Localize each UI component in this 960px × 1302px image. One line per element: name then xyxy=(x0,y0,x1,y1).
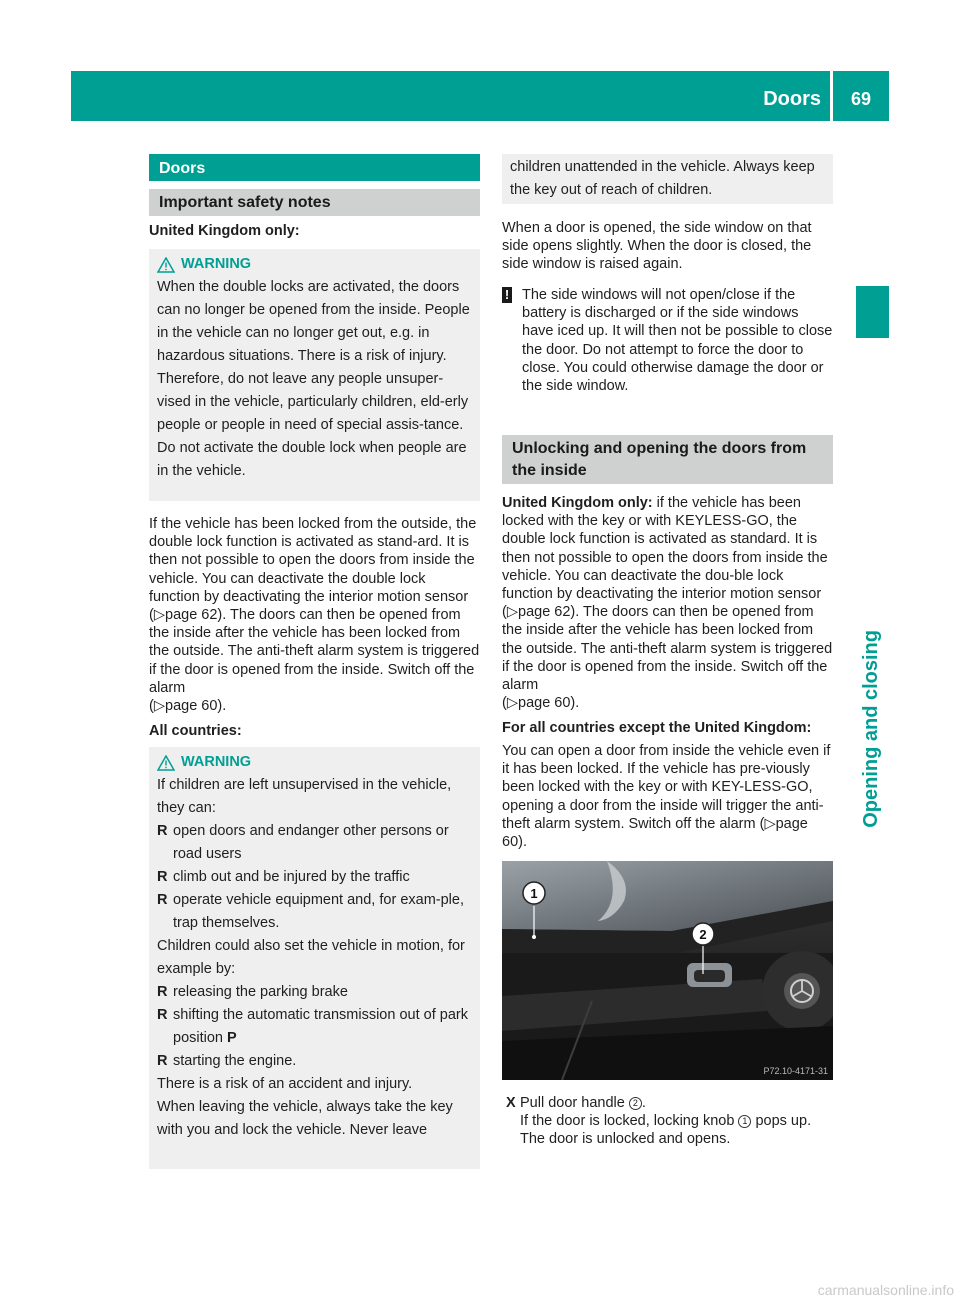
footer-watermark: carmanualsonline.info xyxy=(817,1282,954,1298)
park-letter: P xyxy=(227,1030,237,1046)
page-header xyxy=(71,71,889,121)
list-item-text: climb out and be injured by the traffic xyxy=(173,869,410,885)
page-ref-arrow-icon: ▷ xyxy=(506,604,518,621)
subsection-title: Important safety notes xyxy=(149,189,480,216)
list-item-text: releasing the parking brake xyxy=(173,984,348,1000)
step-arrow-icon: X xyxy=(506,1095,516,1111)
exclamation-icon: ! xyxy=(502,287,512,303)
bullet-icon: R xyxy=(157,984,168,1000)
warning-continuation-box xyxy=(502,154,833,204)
warning-heading-text: WARNING xyxy=(181,754,252,770)
step-text-part: pops up. xyxy=(751,1113,812,1130)
warning-heading xyxy=(157,751,472,774)
warning-text: children unattended in the vehicle. Always keep the key out of reach of children. xyxy=(510,159,815,198)
list-item xyxy=(157,889,472,935)
warning-text: If children are left unsupervised in the vehicle, they can: xyxy=(157,777,452,816)
callout-2: 2 xyxy=(699,927,707,942)
bullet-icon: R xyxy=(157,823,168,839)
body-text: ). The doors can then be opened from the inside after the vehicle has been locked from the outside. The anti-theft alarm system is triggered if the door is opened from the inside. Switch off the alarm xyxy=(502,604,833,694)
page-number: 69 xyxy=(850,89,871,109)
subsection-title: Unlocking and opening the doors from the inside xyxy=(502,435,833,484)
photo-code: P72.10-4171-31 xyxy=(763,1066,828,1076)
body-paragraph-2: When a door is opened, the side window on that side opens slightly. When the door is closed, the side window is raised again. xyxy=(502,220,812,273)
warning-text: There is a risk of an accident and injury. xyxy=(157,1076,413,1092)
body-paragraph-4: You can open a door from inside the vehicle even if it has been locked. If the vehicle has pre-viously been locked with the key or with KEY-LESS-GO, opening a door from the inside will trigger the anti-theft alarm system. Switch off the alarm (▷page 60). xyxy=(502,743,831,851)
warning-box-1 xyxy=(149,249,480,501)
page-ref-arrow-icon: ▷ xyxy=(153,607,165,624)
warning-text: Children could also set the vehicle in motion, for example by: xyxy=(157,938,465,977)
bullet-icon: R xyxy=(157,1007,168,1023)
side-tab-marker xyxy=(856,286,889,338)
instruction-step xyxy=(502,1094,833,1149)
list-item xyxy=(157,820,472,866)
step-text-part: The door is unlocked and opens. xyxy=(520,1131,731,1148)
page-reference-link[interactable]: page 60 xyxy=(165,698,218,715)
all-countries-label: All countries: xyxy=(149,723,242,739)
step-text-part: If the door is locked, locking knob xyxy=(520,1113,739,1130)
note-text: The side windows will not open/close if the battery is discharged or if the side windows have iced up. It will then not be possible to close the door. Do not attempt to force the door to close. You could otherwise damage the door or the side window. xyxy=(522,287,833,395)
section-title: Doors xyxy=(149,154,480,181)
uk-label: United Kingdom only: xyxy=(502,495,653,511)
page-ref-arrow-icon: ▷ xyxy=(153,698,165,715)
bullet-icon: R xyxy=(157,892,168,908)
page-ref-arrow-icon: ▷ xyxy=(764,815,776,832)
side-section-label xyxy=(858,630,892,828)
list-item-text: open doors and endanger other persons or road users xyxy=(173,823,449,862)
header-title: Doors xyxy=(763,88,821,110)
list-item-text: starting the engine. xyxy=(173,1053,297,1069)
callout-2-ref: 2 xyxy=(629,1097,642,1110)
callout-1-ref: 1 xyxy=(738,1115,751,1128)
bullet-icon: R xyxy=(157,1053,168,1069)
body-text: ). The doors can then be opened from the inside after the vehicle has been locked from the outside. The anti-theft alarm system is triggered if the door is opened from the inside. Switch off the alarm xyxy=(149,607,480,696)
step-text: Pull door handle 2 . If the door is locked, locking knob 1 pops up. The door is unlocked and opens. xyxy=(520,1095,812,1148)
body-text: if the vehicle has been locked with the key or with KEYLESS-GO, the double lock function is activated as standard. It is then not possible to open the doors from inside the vehicle. You can deactivate the dou-ble lock function by deactivating the interior motion sensor ( xyxy=(502,495,828,621)
side-label-text: Opening and closing xyxy=(860,630,882,828)
list-item xyxy=(157,866,472,889)
step-text-part: Pull door handle xyxy=(520,1095,629,1111)
body-text: If the vehicle has been locked from the outside, the double lock function is activated as stand-ard. It is then not possible to open the doors from inside the vehicle. You can deactivate the double lock function by deactivating the interior motion sensor ( xyxy=(149,516,477,624)
warning-heading xyxy=(157,253,472,276)
door-interior-illustration xyxy=(502,861,833,1080)
list-item-text xyxy=(173,1004,472,1050)
list-item xyxy=(157,1004,472,1050)
page-reference-link[interactable]: page 60 xyxy=(518,695,571,712)
body-paragraph-1: If the vehicle has been locked from the outside, the double lock function is activated as stand-ard. It is then not possible to open the doors from inside the vehicle. You can deactivate the double lock function by deactivating the interior motion sensor (▷page 62). The doors can then be opened from the inside after the vehicle has been locked from the outside. The anti-theft alarm system is triggered if the door is opened from the inside. Switch off the alarm (▷page 60). xyxy=(149,516,480,715)
all-countries-label: For all countries except the United Kingdom: xyxy=(502,720,812,736)
warning-triangle-icon xyxy=(157,755,175,771)
body-text: You can open a door from inside the vehicle even if it has been locked. If the vehicle has pre-viously been locked with the key or with KEY-LESS-GO, opening a door from the inside will trigger the anti-theft alarm system. Switch off the alarm ( xyxy=(502,743,831,832)
warning-triangle-icon xyxy=(157,257,175,273)
door-interior-photo xyxy=(502,861,833,1080)
list-item-text-part: shifting the automatic transmission out of park position xyxy=(173,1007,468,1046)
warning-text: When leaving the vehicle, always take the key with you and lock the vehicle. Never leave xyxy=(157,1099,453,1138)
page-reference-link[interactable]: page 62 xyxy=(518,604,571,621)
header-separator xyxy=(830,71,833,121)
body-paragraph-3: United Kingdom only: if the vehicle has been locked with the key or with KEYLESS-GO, the double lock function is activated as standard. It is then not possible to open the doors from inside the vehicle. You can deactivate the dou-ble lock function by deactivating the interior motion sensor (▷page 62). The doors can then be opened from the inside after the vehicle has been locked from the outside. The anti-theft alarm system is triggered if the door is opened from the inside. Switch off the alarm (▷page 60). xyxy=(502,495,833,712)
list-item xyxy=(157,1050,472,1073)
page-reference-link[interactable]: page 60 xyxy=(502,815,808,851)
page-ref-arrow-icon: ▷ xyxy=(506,695,518,712)
warning-heading-text: WARNING xyxy=(181,256,252,272)
warning-box-2 xyxy=(149,747,480,1169)
warning-text: When the double locks are activated, the doors can no longer be opened from the inside. People in the vehicle can no longer get out, e.g. in hazardous situations. There is a risk of injury. xyxy=(157,279,470,364)
page-reference-link[interactable]: page 62 xyxy=(165,607,218,624)
uk-label: United Kingdom only: xyxy=(149,223,300,239)
callout-1: 1 xyxy=(530,886,538,901)
list-item-text: operate vehicle equipment and, for exam-ple, trap themselves. xyxy=(173,892,464,931)
list-item xyxy=(157,981,472,1004)
note-block xyxy=(502,286,833,395)
bullet-icon: R xyxy=(157,869,168,885)
warning-text: Therefore, do not leave any people unsuper-vised in the vehicle, particularly children, eld-erly people or people in need of special assis-tance. Do not activate the double lock when people are in the vehicle. xyxy=(157,371,469,479)
